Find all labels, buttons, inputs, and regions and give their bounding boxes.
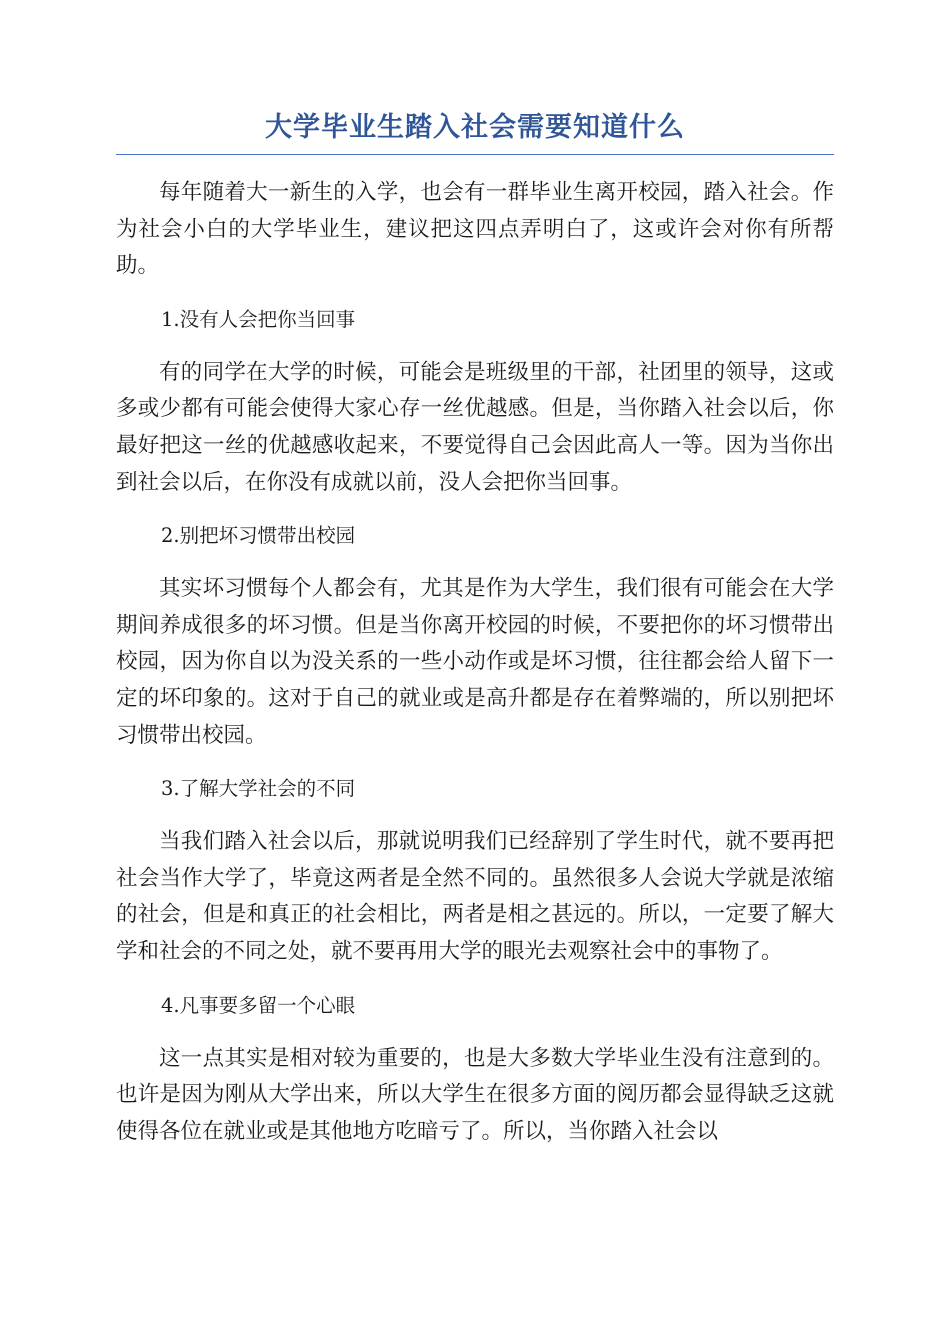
intro-paragraph: 每年随着大一新生的入学，也会有一群毕业生离开校园，踏入社会。作为社会小白的大学毕业生，建议把这四点弄明白了，这或许会对你有所帮助。 — [116, 180, 834, 279]
section-heading-1: 1.没有人会把你当回事 — [161, 307, 356, 331]
section-heading-3: 3.了解大学社会的不同 — [161, 777, 356, 801]
section-heading-2: 2.别把坏习惯带出校园 — [161, 524, 356, 548]
document-page — [116, 108, 834, 1150]
section-body-4: 这一点其实是相对较为重要的，也是大多数大学毕业生没有注意到的。也许是因为刚从大学出来，所以大学生在很多方面的阅历都会显得缺乏这就使得各位在就业或是其他地方吃暗亏了。所以，当你踏入社会以 — [116, 1045, 834, 1144]
section-body-2: 其实坏习惯每个人都会有，尤其是作为大学生，我们很有可能会在大学期间养成很多的坏习惯。但是当你离开校园的时候，不要把你的坏习惯带出校园，因为你自以为没关系的一些小动作或是坏习惯，往往都会给人留下一定的坏印象的。这对于自己的就业或是高升都是存在着弊端的，所以别把坏习惯带出校园。 — [116, 576, 834, 748]
section-heading-4: 4.凡事要多留一个心眼 — [161, 993, 356, 1017]
document-title: 大学毕业生踏入社会需要知道什么 — [116, 108, 834, 155]
section-body-1: 有的同学在大学的时候，可能会是班级里的干部，社团里的领导，这或多或少都有可能会使得大家心存一丝优越感。但是，当你踏入社会以后，你最好把这一丝的优越感收起来，不要觉得自己会因此高人一等。因为当你出到社会以后，在你没有成就以前，没人会把你当回事。 — [116, 359, 834, 495]
section-body-3: 当我们踏入社会以后，那就说明我们已经辞别了学生时代，就不要再把社会当作大学了，毕竟这两者是全然不同的。虽然很多人会说大学就是浓缩的社会，但是和真正的社会相比，两者是相之甚远的。所以，一定要了解大学和社会的不同之处，就不要再用大学的眼光去观察社会中的事物了。 — [116, 829, 834, 964]
